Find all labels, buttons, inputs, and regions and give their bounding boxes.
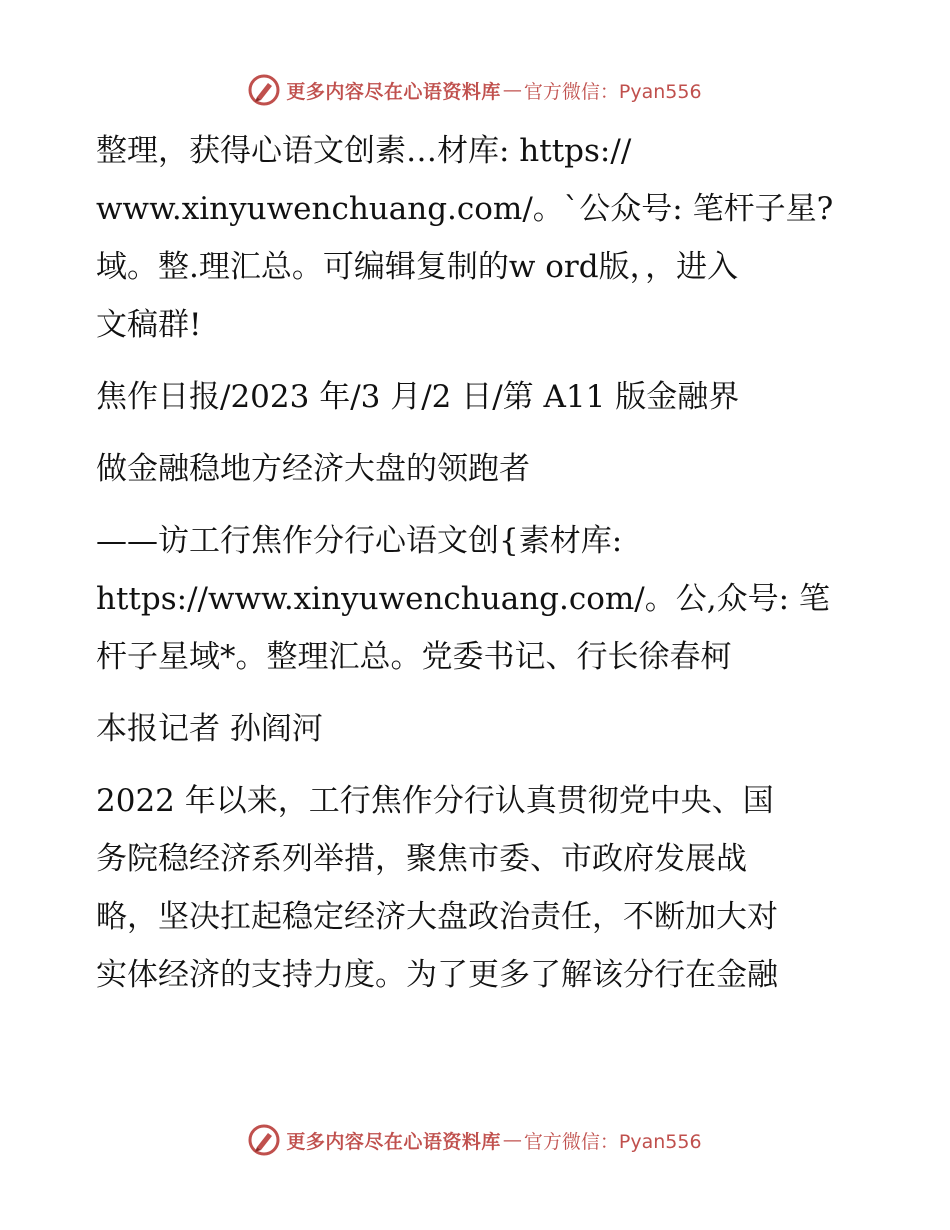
body-line: 2022 年以来，工行焦作分行认真贯彻党中央、国: [96, 783, 774, 819]
body-line: 整理，获得心语文创素…材库: https://: [96, 133, 632, 169]
banner-contact: 官方微信：Pyan556: [523, 80, 702, 103]
pen-logo-icon: [248, 1124, 280, 1156]
document-body: [96, 122, 856, 1004]
body-line: 域。整.理汇总。可编辑复制的w ord版，，进入: [96, 249, 739, 285]
header-banner: [0, 70, 950, 110]
banner-separator: —: [502, 1129, 522, 1151]
article-title: 做金融稳地方经济大盘的领跑者: [96, 451, 530, 487]
body-line: 实体经济的支持力度。为了更多了解该分行在金融: [96, 957, 778, 993]
footer-banner: [0, 1120, 950, 1160]
body-line: www.xinyuwenchuang.com/。`公众号: 笔杆子星?: [96, 191, 834, 227]
body-line: 杆子星域*。整理汇总。党委书记、行长徐春柯: [96, 639, 732, 675]
byline: 本报记者 孙阎河: [96, 711, 323, 747]
banner-contact: 官方微信：Pyan556: [523, 1130, 702, 1153]
body-line: 务院稳经济系列举措，聚焦市委、市政府发展战: [96, 841, 747, 877]
article-subtitle: ——访工行焦作分行心语文创{素材库:: [96, 523, 623, 559]
body-line: 文稿群!: [96, 307, 202, 343]
banner-text: 更多内容尽在心语资料库: [286, 80, 501, 103]
pen-logo-icon: [248, 74, 280, 106]
banner-text: 更多内容尽在心语资料库: [286, 1130, 501, 1153]
banner-separator: —: [502, 79, 522, 101]
body-line: 焦作日报/2023 年/3 月/2 日/第 A11 版金融界: [96, 379, 740, 415]
body-line: 略，坚决扛起稳定经济大盘政治责任，不断加大对: [96, 899, 778, 935]
body-line: https://www.xinyuwenchuang.com/。公,众号: 笔: [96, 581, 830, 617]
